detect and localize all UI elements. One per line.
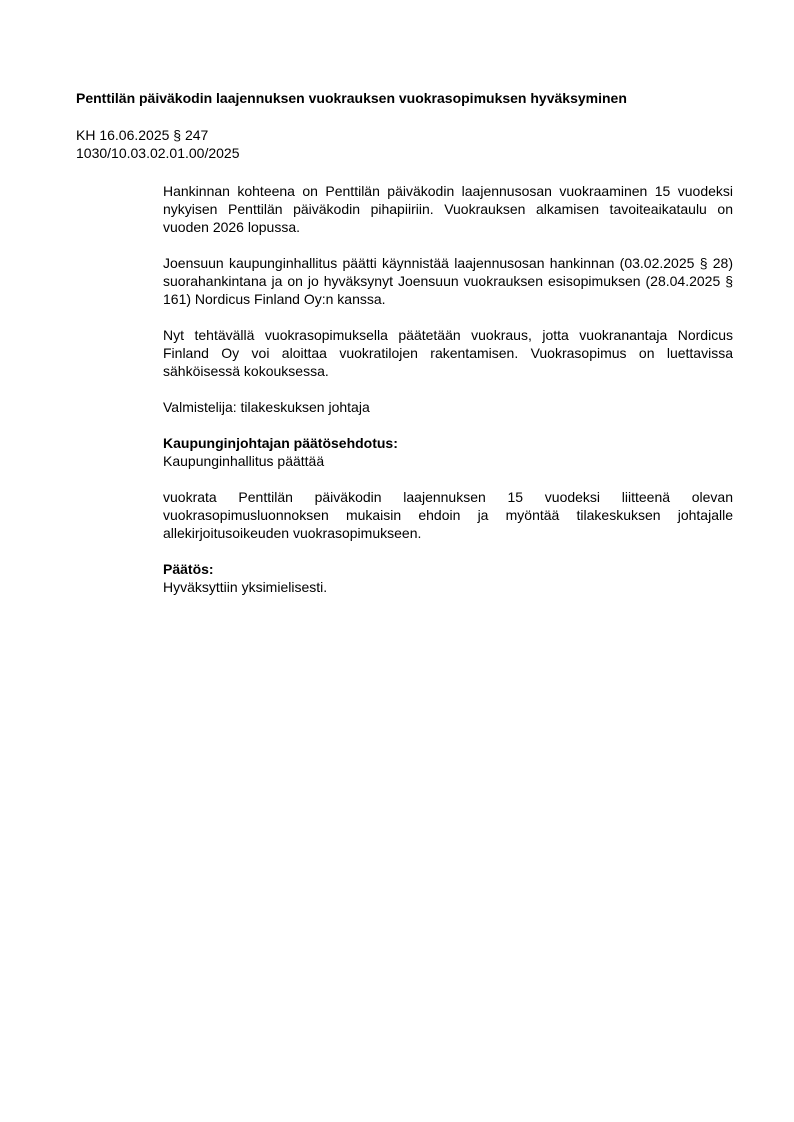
case-number: 1030/10.03.02.01.00/2025 xyxy=(76,145,240,161)
paragraph-preparer: Valmistelija: tilakeskuksen johtaja xyxy=(163,399,370,415)
proposal-intro: Kaupunginhallitus päättää xyxy=(163,453,325,469)
paragraph-board-decision: Joensuun kaupunginhallitus päätti käynnistää laajennusosan hankinnan (03.02.2025 § 28) suorahankintana ja on jo hyväksynyt Joensuun vuokrauksen esisopimuksen (28.04.2025 § 161) Nordicus Finland Oy:n kanssa. xyxy=(163,255,733,307)
meeting-reference: KH 16.06.2025 § 247 xyxy=(76,127,209,143)
document-body xyxy=(163,182,733,614)
decision-text: Hyväksyttiin yksimielisesti. xyxy=(163,579,328,595)
document-title: Penttilän päiväkodin laajennuksen vuokrauksen vuokrasopimuksen hyväksyminen xyxy=(76,90,627,106)
paragraph-procurement: Hankinnan kohteena on Penttilän päiväkodin laajennusosan vuokraaminen 15 vuodeksi nykyisen Penttilän päiväkodin pihapiiriin. Vuokrauksen alkamisen tavoiteaikataulu on vuoden 2026 lopussa. xyxy=(163,183,733,235)
document-meta xyxy=(76,126,476,162)
proposal-heading: Kaupunginjohtajan päätösehdotus: xyxy=(163,435,398,451)
proposal-text: vuokrata Penttilän päiväkodin laajennuksen 15 vuodeksi liitteenä olevan vuokrasopimusluonnoksen mukaisin ehdoin ja myöntää tilakeskuksen johtajalle allekirjoitusoikeuden vuokrasopimukseen. xyxy=(163,489,733,541)
paragraph-lease-agreement: Nyt tehtävällä vuokrasopimuksella päätetään vuokraus, jotta vuokranantaja Nordicus Finland Oy voi aloittaa vuokratilojen rakentamisen. Vuokrasopimus on luettavissa sähköisessä kokouksessa. xyxy=(163,327,733,379)
decision-heading: Päätös: xyxy=(163,561,214,577)
